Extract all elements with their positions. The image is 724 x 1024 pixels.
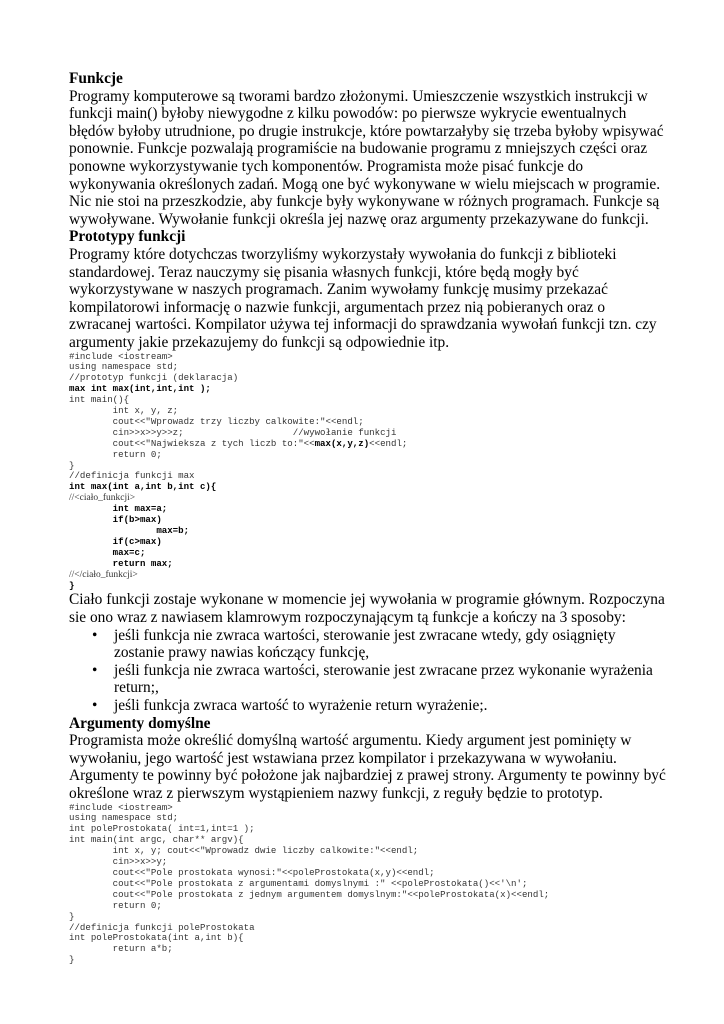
code-line: if(b>max) xyxy=(69,514,162,526)
code-line: cout<<"Pole prostokata z argumentami domyslnymi :" <<poleProstokata()<<'\n'; xyxy=(69,877,528,889)
code-line: max=b; xyxy=(69,525,190,536)
code-block-pole-prostokata xyxy=(69,803,669,967)
code-line: return 0; xyxy=(69,448,162,460)
paragraph-cialo-funkcji: Ciało funkcji zostaje wykonane w momencie jej wywołania w programie głównym. Rozpoczyna sie ono wraz z nawiasem klamrowym rozpoczynającym tą funkcje a kończy na 3 sposoby: xyxy=(69,591,665,627)
code-segment: max(x,y,z) xyxy=(314,437,370,449)
document-page xyxy=(69,70,669,966)
list-item-text: jeśli funkcja nie zwraca wartości, sterowanie jest zwracane wtedy, gdy osiągnięty zostanie prawy nawias kończący funkcję, xyxy=(114,626,616,662)
code-line: //<ciało_funkcji> xyxy=(69,493,136,504)
code-line: max=c; xyxy=(69,546,146,558)
code-comment: //wywołanie funkcji xyxy=(183,426,397,438)
paragraph-funkcje: Programy komputerowe są tworami bardzo złożonymi. Umieszczenie wszystkich instrukcji w funkcji main() byłoby niewygodne z kilku powodów: po pierwsze wykrycie ewentualnych błędów byłoby utrudnione, po drugie instrukcje, które powtarzałyby się trzeba byłoby wpisywać ponownie. Funkcje pozwalają programiście na budowanie programu z mniejszych części oraz ponowne wykorzystywanie tych komponentów. Programista może pisać funkcje do wykonywania określonych zadań. Mogą one być wykonywane w wielu miejscach w programie. Nic nie stoi na przeszkodzie, aby funkcje były wykonywane w różnych programach. Funkcje są wywoływane. Wywołanie funkcji określa jej nazwę oraz argumenty przekazywane do funkcji. xyxy=(69,87,664,228)
code-line: //</ciało_funkcji> xyxy=(69,569,138,580)
code-line: } xyxy=(69,910,75,922)
code-line: int max=a; xyxy=(69,503,168,515)
section-title-argumenty: Argumenty domyślne xyxy=(69,714,211,732)
code-line: int poleProstokata( int=1,int=1 ); xyxy=(69,823,255,835)
section-title-funkcje: Funkcje xyxy=(69,70,123,87)
list-item-text: jeśli funkcja nie zwraca wartości, sterowanie jest zwracane przez wykonanie wyrażenia return;, xyxy=(114,661,653,697)
bullet-list-return xyxy=(69,627,669,715)
code-segment: <<endl; xyxy=(369,437,408,449)
code-segment: cin>>x>>y>>z; xyxy=(69,426,184,438)
list-item xyxy=(92,661,669,697)
code-line: using namespace std; xyxy=(69,812,179,824)
code-line: int x, y, z; xyxy=(69,405,179,417)
code-line: cin>>x>>y; xyxy=(69,856,168,868)
code-line: int max(int a,int b,int c){ xyxy=(69,481,217,493)
code-line: } xyxy=(69,954,75,966)
list-item-text: jeśli funkcja zwraca wartość to wyrażenie return wyrażenie;. xyxy=(114,697,488,714)
code-line: if(c>max) xyxy=(69,535,162,547)
code-line: cout<<"Pole prostokata z jednym argumentem domyslnym:"<<poleProstokata(x)<<endl; xyxy=(69,888,550,900)
code-line: } xyxy=(69,579,75,591)
code-line: int main(){ xyxy=(69,394,130,406)
bullet-icon: • xyxy=(92,697,98,714)
paragraph-prototypy: Programy które dotychczas tworzyliśmy wykorzystały wywołania do funkcji z biblioteki standardowej. Teraz nauczymy się pisania własnych funkcji, które będą mogły być wykorzystywane w naszych programach. Zanim wywołamy funkcję musimy przekazać kompilatorowi informację o nazwie funkcji, argumentach przez nią pobieranych oraz o zwracanej wartości. Kompilator używa tej informacji do sprawdzania wywołań funkcji tzn. czy argumenty jakie przekazujemy do funkcji są odpowiednie itp. xyxy=(69,245,657,351)
code-line: int main(int argc, char** argv){ xyxy=(69,834,244,846)
code-segment: cout<<"Najwieksza z tych liczb to:"<< xyxy=(69,437,315,449)
list-item xyxy=(92,697,669,715)
list-item xyxy=(92,626,669,662)
code-line: cout<<"Wprowadz trzy liczby calkowite:"<<endl; xyxy=(69,415,364,427)
code-line: int x, y; cout<<"Wprowadz dwie liczby calkowite:"<<endl; xyxy=(69,845,419,857)
bullet-icon: • xyxy=(92,661,98,679)
section-title-prototypy: Prototypy funkcji xyxy=(69,228,186,246)
code-line: using namespace std; xyxy=(69,361,179,373)
paragraph-argumenty: Programista może określić domyślną wartość argumentu. Kiedy argument jest pominięty w wywołaniu, jego wartość jest wstawiana przez kompilator i przekazywana w wywołaniu. Argumenty te powinny być położone jak najbardziej z prawej strony. Argumenty te powinny być określone wraz z pierwszym wystąpieniem nazwy funkcji, z reguły będzie to prototyp. xyxy=(69,732,666,802)
code-line: //definicja funkcji max xyxy=(69,470,195,482)
code-line: #include <iostream> xyxy=(69,350,173,362)
code-line: //prototyp funkcji (deklaracja) xyxy=(69,372,239,384)
code-line: #include <iostream> xyxy=(69,801,173,813)
code-line: return max; xyxy=(69,557,173,569)
code-line: //definicja funkcji poleProstokata xyxy=(69,921,255,933)
code-block-max xyxy=(69,352,669,592)
code-line: return 0; xyxy=(69,899,162,911)
bullet-icon: • xyxy=(92,626,98,644)
code-line: int poleProstokata(int a,int b){ xyxy=(69,932,244,944)
code-line: } xyxy=(69,459,75,471)
code-line: return a*b; xyxy=(69,943,173,955)
code-line: cout<<"Pole prostokata wynosi:"<<poleProstokata(x,y)<<endl; xyxy=(69,867,435,878)
code-line: max int max(int,int,int ); xyxy=(69,383,211,395)
